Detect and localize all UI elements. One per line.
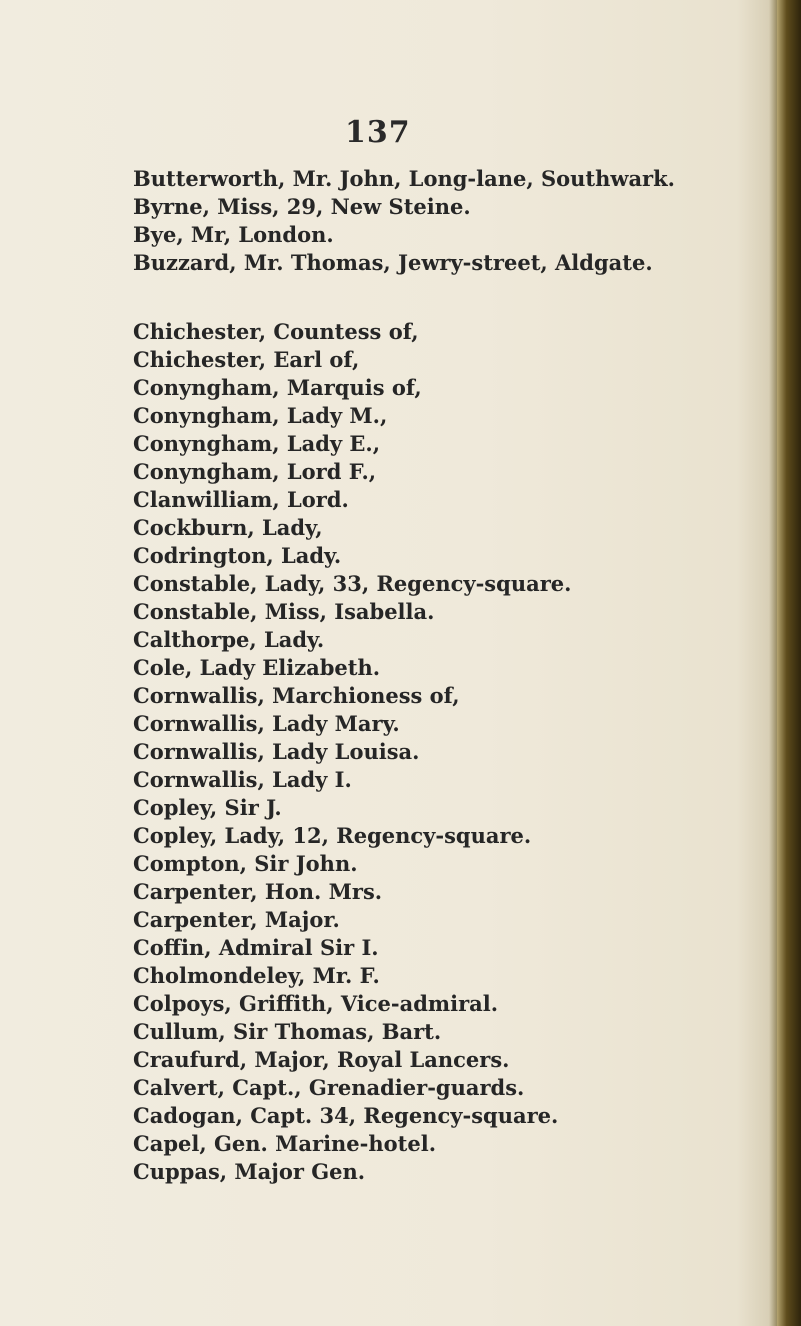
list-entry: Craufurd, Major, Royal Lancers. — [133, 1047, 510, 1072]
list-entry: Cadogan, Capt. 34, Regency-square. — [133, 1103, 559, 1128]
list-entry: Calthorpe, Lady. — [133, 627, 325, 652]
list-entry: Copley, Lady, 12, Regency-square. — [133, 823, 532, 848]
list-entry: Compton, Sir John. — [133, 851, 358, 876]
entry-group-b — [133, 165, 763, 277]
list-entry: Cullum, Sir Thomas, Bart. — [133, 1019, 442, 1044]
list-entry: Cornwallis, Lady I. — [133, 767, 352, 792]
list-entry: Constable, Miss, Isabella. — [133, 599, 435, 624]
list-entry: Butterworth, Mr. John, Long-lane, Southwark. — [133, 166, 675, 191]
page-binding-edge — [777, 0, 801, 1326]
list-entry: Cockburn, Lady, — [133, 515, 323, 540]
list-entry: Cholmondeley, Mr. F. — [133, 963, 380, 988]
list-entry: Carpenter, Major. — [133, 907, 340, 932]
list-entry: Codrington, Lady. — [133, 543, 342, 568]
list-entry: Chichester, Countess of, — [133, 319, 419, 344]
list-entry: Cole, Lady Elizabeth. — [133, 655, 381, 680]
list-entry: Conyngham, Marquis of, — [133, 375, 422, 400]
entry-group-c — [133, 318, 763, 1186]
entry-list — [133, 165, 763, 1186]
list-entry: Colpoys, Griffith, Vice-admiral. — [133, 991, 499, 1016]
list-entry: Constable, Lady, 33, Regency-square. — [133, 571, 572, 596]
list-entry: Clanwilliam, Lord. — [133, 487, 349, 512]
list-entry: Buzzard, Mr. Thomas, Jewry-street, Aldgate. — [133, 250, 653, 275]
list-entry: Conyngham, Lord F., — [133, 459, 377, 484]
list-entry: Conyngham, Lady M., — [133, 403, 388, 428]
list-entry: Calvert, Capt., Grenadier-guards. — [133, 1075, 525, 1100]
list-entry: Byrne, Miss, 29, New Steine. — [133, 194, 471, 219]
list-entry: Capel, Gen. Marine-hotel. — [133, 1131, 437, 1156]
list-entry: Conyngham, Lady E., — [133, 431, 381, 456]
list-entry: Cornwallis, Marchioness of, — [133, 683, 460, 708]
list-entry: Coffin, Admiral Sir I. — [133, 935, 379, 960]
list-entry: Cornwallis, Lady Mary. — [133, 711, 400, 736]
list-entry: Cuppas, Major Gen. — [133, 1159, 366, 1184]
list-entry: Carpenter, Hon. Mrs. — [133, 879, 383, 904]
list-entry: Copley, Sir J. — [133, 795, 282, 820]
list-entry: Chichester, Earl of, — [133, 347, 360, 372]
page-number: 137 — [345, 115, 411, 150]
list-entry: Bye, Mr, London. — [133, 222, 334, 247]
list-entry: Cornwallis, Lady Louisa. — [133, 739, 420, 764]
